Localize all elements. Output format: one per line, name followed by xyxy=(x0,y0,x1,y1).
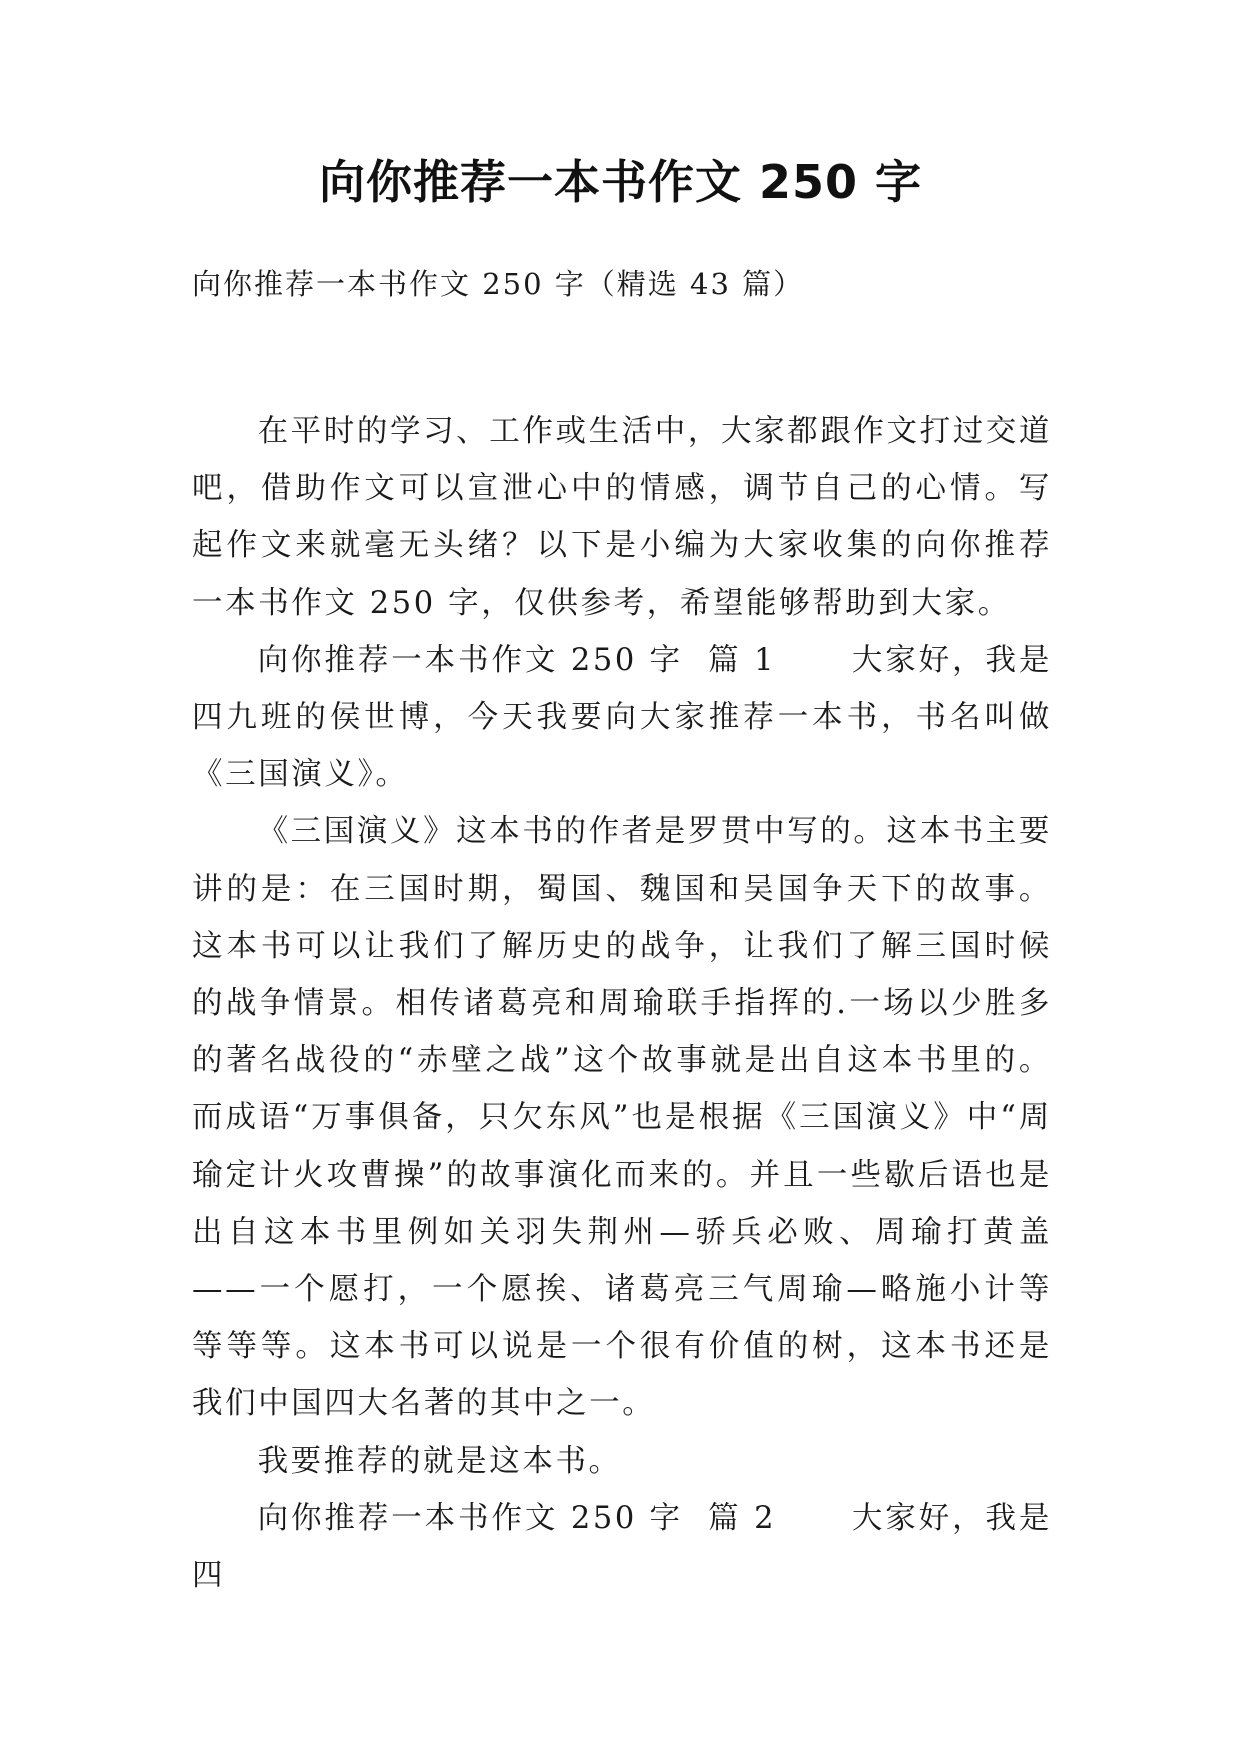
paragraph-text: 大家好，我是四九班的侯世博，今天我要向大家推荐一本书，书名叫做《三国演义》。 xyxy=(192,642,1052,793)
section-heading: 向你推荐一本书作文 250 字 篇 1 xyxy=(257,642,777,678)
paragraph-text: 我要推荐的就是这本书。 xyxy=(257,1443,622,1479)
paragraph-essay-1-closing xyxy=(192,1433,1052,1490)
paragraph-intro xyxy=(192,403,1052,632)
document-body xyxy=(192,403,1052,1604)
paragraph-essay-1-opening xyxy=(192,632,1052,804)
paragraph-text: 在平时的学习、工作或生活中，大家都跟作文打过交道吧，借助作文可以宣泄心中的情感，调节自己的心情。写起作文来就毫无头绪？以下是小编为大家收集的向你推荐一本书作文 250 字，仅供参考，希望能够帮助到大家。 xyxy=(192,414,1052,621)
paragraph-text: 大家好，我是四 xyxy=(192,1500,1052,1594)
document-subtitle: 向你推荐一本书作文 250 字（精选 43 篇） xyxy=(192,267,805,301)
paragraph-essay-1-body xyxy=(192,803,1052,1432)
section-heading: 向你推荐一本书作文 250 字 篇 2 xyxy=(257,1500,777,1536)
paragraph-essay-2-opening xyxy=(192,1490,1052,1604)
paragraph-text: 《三国演义》这本书的作者是罗贯中写的。这本书主要讲的是：在三国时期，蜀国、魏国和吴国争天下的故事。这本书可以让我们了解历史的战争，让我们了解三国时候的战争情景。相传诸葛亮和周瑜联手指挥的.一场以少胜多的著名战役的“赤壁之战”这个故事就是出自这本书里的。而成语“万事俱备，只欠东风”也是根据《三国演义》中“周瑜定计火攻曹操”的故事演化而来的。并且一些歇后语也是出自这本书里例如关羽失荆州—骄兵必败、周瑜打黄盖——一个愿打，一个愿挨、诸葛亮三气周瑜—略施小计等等等等。这本书可以说是一个很有价值的树，这本书还是我们中国四大名著的其中之一。 xyxy=(192,814,1052,1422)
document-title: 向你推荐一本书作文 250 字 xyxy=(318,155,923,209)
